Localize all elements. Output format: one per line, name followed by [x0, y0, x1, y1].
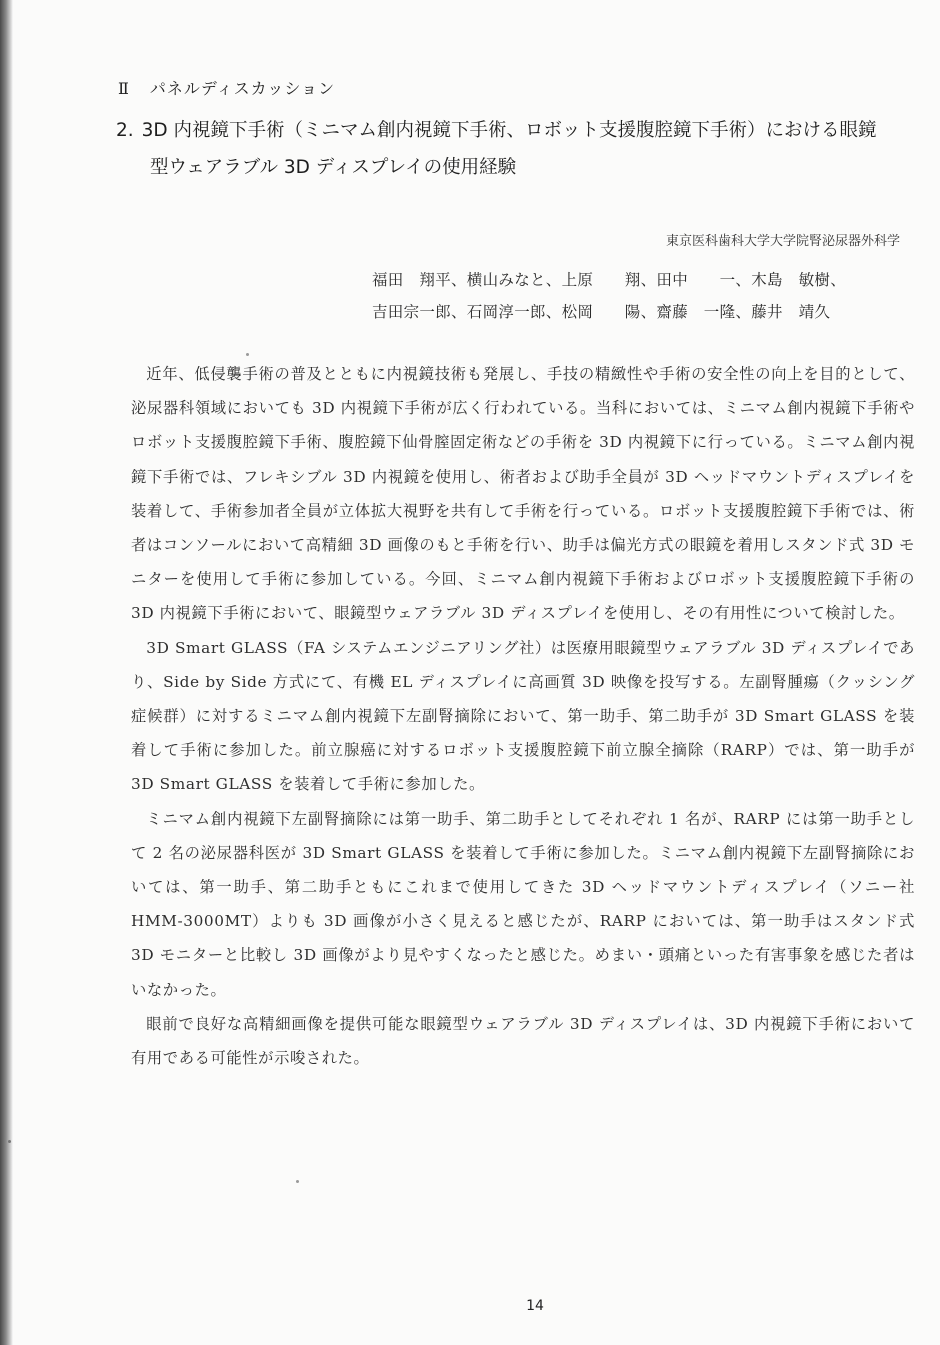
author-line-1: 福田 翔平、横山みなと、上原 翔、田中 一、木島 敏樹、: [372, 271, 847, 289]
article-title: [116, 112, 906, 186]
scan-speck: [246, 353, 249, 356]
section-heading: [118, 76, 335, 99]
article-title-line-1: [116, 112, 906, 149]
paragraph: 眼前で良好な高精細画像を提供可能な眼鏡型ウェアラブル 3D ディスプレイは、3D 内視鏡下手術において有用である可能性が示唆された。: [131, 1014, 915, 1068]
author-list: [372, 264, 846, 328]
paragraph: ミニマム創内視鏡下左副腎摘除には第一助手、第二助手としてそれぞれ 1 名が、RARP には第一助手として 2 名の泌尿器科医が 3D Smart GLASS を装着して手術に参加した。ミニマム創内視鏡下左副腎摘除においては、第一助手、第二助手ともにこれまで使用してきた 3D ヘッドマウントディスプレイ（ソニー社 HMM-3000MT）よりも 3D 画像が小さく見えると感じたが、RARP においては、第一助手はスタンド式 3D モニターと比較し 3D 画像がより見やすくなったと感じた。めまい・頭痛といった有害事象を感じた者はいなかった。: [131, 809, 931, 999]
scan-speck: [296, 1180, 299, 1183]
author-line-2: 吉田宗一郎、石岡淳一郎、松岡 陽、齋藤 一隆、藤井 靖久: [372, 303, 831, 321]
paragraph: 近年、低侵襲手術の普及とともに内視鏡技術も発展し、手技の精緻性や手術の安全性の向上を目的として、泌尿器科領域においても 3D 内視鏡下手術が広く行われている。当科においては、ミニマム創内視鏡下手術やロボット支援腹腔鏡下手術、腹腔鏡下仙骨膣固定術などの手術を 3D 内視鏡下に行っている。ミニマム創内視鏡下手術では、フレキシブル 3D 内視鏡を使用し、術者および助手全員が 3D ヘッドマウントディスプレイを装着して、手術参加者全員が立体拡大視野を共有して手術を行っている。ロボット支援腹腔鏡下手術では、術者はコンソールにおいて高精細 3D 画像のもと手術を行い、助手は偏光方式の眼鏡を着用しスタンド式 3D モニターを使用して手術に参加している。今回、ミニマム創内視鏡下手術およびロボット支援腹腔鏡下手術の 3D 内視鏡下手術において、眼鏡型ウェアラブル 3D ディスプレイを使用し、その有用性について検討した。: [131, 365, 915, 623]
section-number: Ⅱ: [118, 79, 130, 98]
article-number: 2.: [116, 120, 134, 141]
page-number: 14: [526, 1298, 544, 1314]
article-title-line-2: 型ウェアラブル 3D ディスプレイの使用経験: [150, 157, 517, 178]
paragraph: 3D Smart GLASS（FA システムエンジニアリング社）は医療用眼鏡型ウェアラブル 3D ディスプレイであり、Side by Side 方式にて、有機 EL ディスプレイに高画質 3D 映像を投写する。左副腎腫瘍（クッシング症候群）に対するミニマム創内視鏡下左副腎摘除において、第一助手、第二助手が 3D Smart GLASS を装着して手術に参加した。前立腺癌に対するロボット支援腹腔鏡下前立腺全摘除（RARP）では、第一助手が 3D Smart GLASS を装着して手術に参加した。: [131, 638, 915, 794]
title-line-1-text: 3D 内視鏡下手術（ミニマム創内視鏡下手術、ロボット支援腹腔鏡下手術）における眼鏡: [141, 120, 877, 141]
affiliation: 東京医科歯科大学大学院腎泌尿器外科学: [665, 234, 900, 249]
section-label: パネルディスカッション: [149, 79, 336, 98]
scan-speck: [8, 1140, 11, 1143]
binding-edge: [0, 0, 13, 1345]
abstract-body: [131, 357, 931, 1075]
